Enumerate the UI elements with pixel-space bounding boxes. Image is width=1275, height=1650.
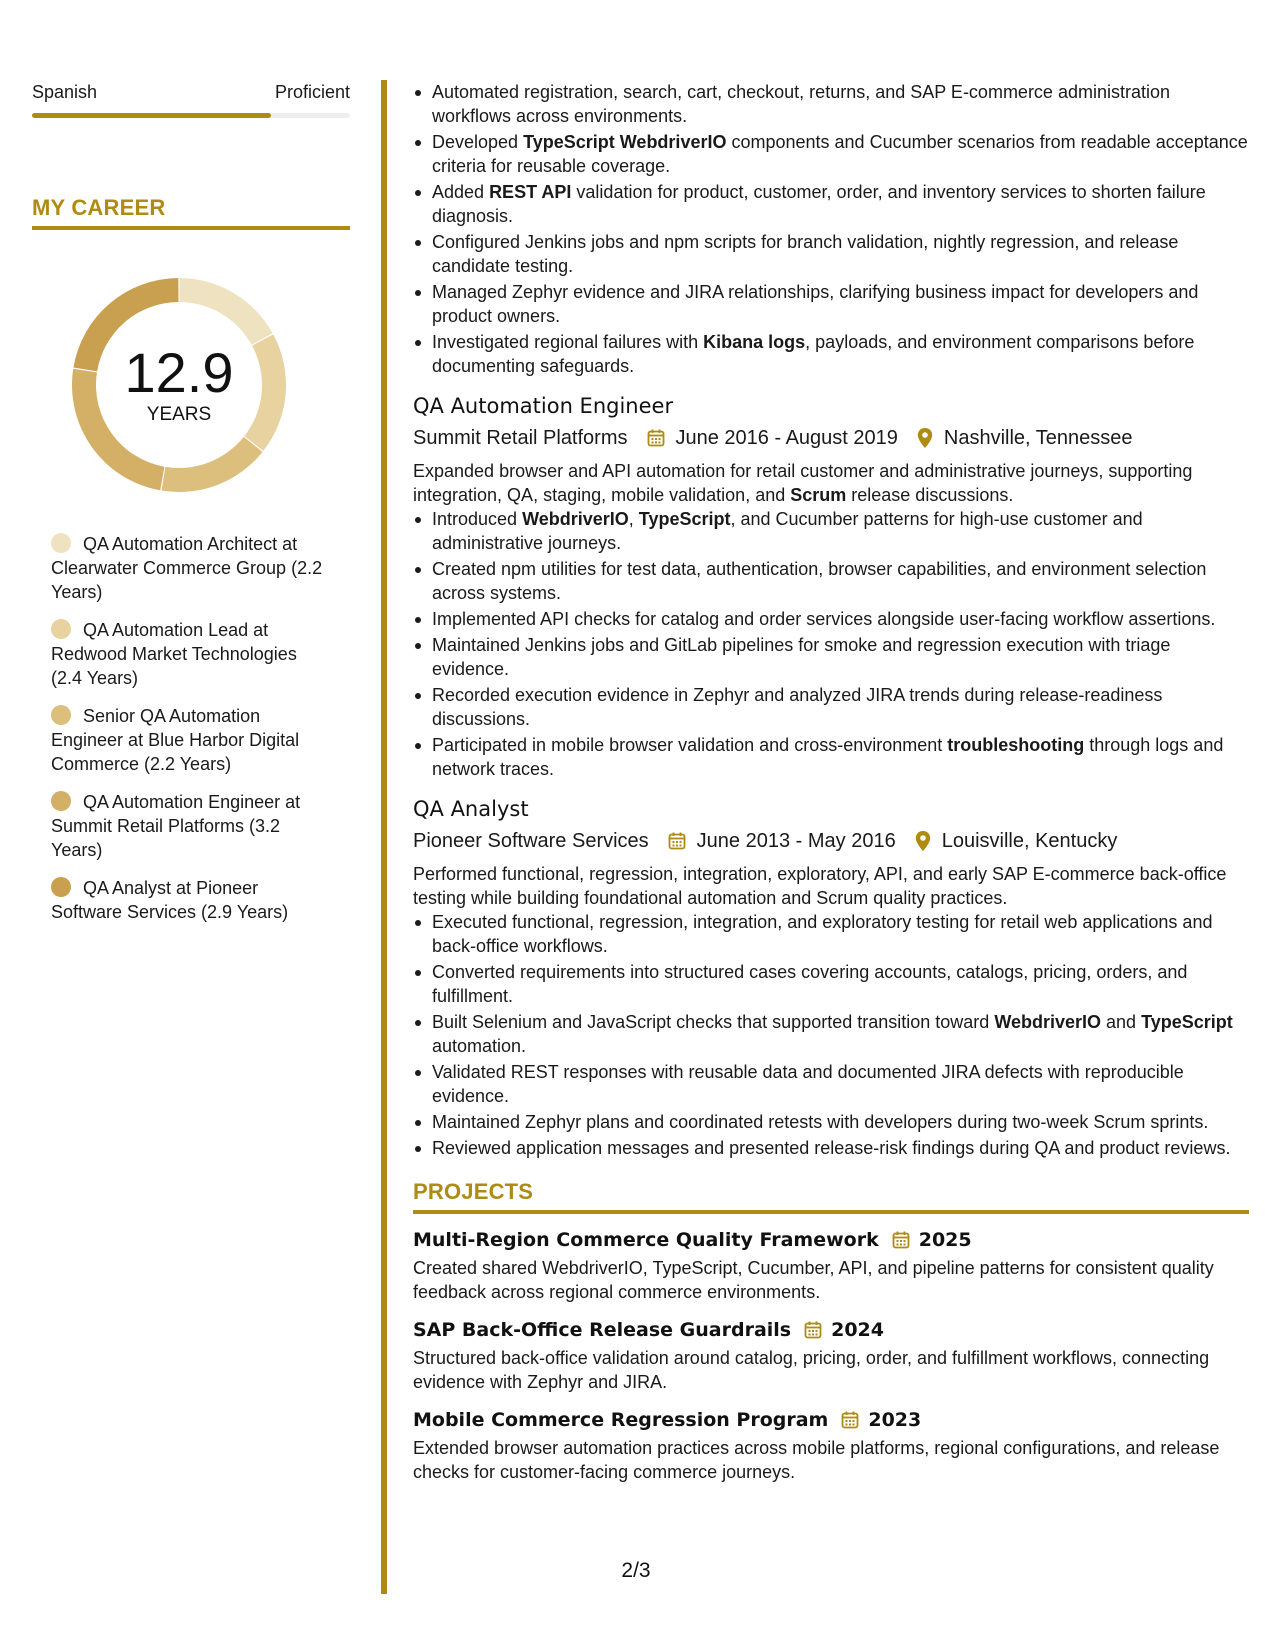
legend-label: QA Analyst at Pioneer Software Services (2.9 Years)	[51, 878, 289, 922]
legend-item	[51, 790, 331, 862]
project-year: 2024	[831, 1319, 884, 1341]
project-description: Created shared WebdriverIO, TypeScript, Cucumber, API, and pipeline patterns for consistent quality feedback across regional commerce environments.	[413, 1258, 1214, 1302]
project-description: Extended browser automation practices across mobile platforms, regional configurations, and release checks for customer-facing commerce journeys.	[413, 1438, 1220, 1482]
bullet-item: Created npm utilities for test data, authentication, browser capabilities, and environment selection across systems.	[413, 557, 1249, 605]
legend-dot	[51, 619, 71, 639]
legend-label: QA Automation Architect at Clearwater Commerce Group (2.2 Years)	[51, 534, 323, 602]
legend-label: QA Automation Lead at Redwood Market Technologies (2.4 Years)	[51, 620, 297, 688]
project-name: Mobile Commerce Regression Program	[413, 1409, 829, 1431]
previous-job-bullets	[413, 80, 1249, 378]
career-years-label: YEARS	[146, 404, 212, 425]
project-header	[413, 1406, 1249, 1434]
calendar-icon	[891, 1230, 911, 1250]
job-bullets	[413, 507, 1249, 781]
project-entry	[413, 1316, 1249, 1394]
right-column	[413, 80, 1249, 1484]
project-entry	[413, 1406, 1249, 1484]
bullet-item: Investigated regional failures with Kibana logs, payloads, and environment comparisons before documenting safeguards.	[413, 330, 1249, 378]
project-name: SAP Back-Office Release Guardrails	[413, 1319, 792, 1341]
projects-list	[413, 1226, 1249, 1484]
job-entry	[413, 392, 1249, 781]
job-entry	[413, 795, 1249, 1160]
calendar-icon	[646, 428, 666, 448]
location-pin-icon	[914, 830, 932, 852]
legend-item	[51, 876, 331, 924]
language-proficiency-bar	[32, 113, 350, 118]
project-description: Structured back-office validation around catalog, pricing, order, and fulfillment workflows, connecting evidence with Zephyr and JIRA.	[413, 1348, 1210, 1392]
calendar-icon	[667, 831, 687, 851]
bullet-item: Built Selenium and JavaScript checks that supported transition toward WebdriverIO and TypeScript automation.	[413, 1010, 1249, 1058]
bullet-item: Converted requirements into structured cases covering accounts, catalogs, pricing, orders, and fulfillment.	[413, 960, 1249, 1008]
job-meta	[413, 826, 1249, 856]
project-year: 2025	[918, 1229, 972, 1251]
career-section-title: MY CAREER	[32, 195, 166, 220]
career-legend	[32, 532, 350, 924]
bullet-item: Maintained Zephyr plans and coordinated retests with developers during two-week Scrum sprints.	[413, 1110, 1249, 1134]
career-total-years: 12.9	[124, 341, 234, 404]
bullet-item: Implemented API checks for catalog and order services alongside user-facing workflow assertions.	[413, 607, 1249, 631]
experience-list	[413, 392, 1249, 1160]
job-dates: June 2013 - May 2016	[696, 830, 896, 852]
job-company: Summit Retail Platforms	[413, 427, 628, 449]
projects-section-title: PROJECTS	[413, 1179, 534, 1204]
legend-item	[51, 618, 331, 690]
left-column	[32, 80, 350, 938]
job-bullets	[413, 910, 1249, 1160]
bullet-item: Added REST API validation for product, customer, order, and inventory services to shorten failure diagnosis.	[413, 180, 1249, 228]
bullet-item: Participated in mobile browser validation and cross-environment troubleshooting through logs and network traces.	[413, 733, 1249, 781]
column-divider	[381, 80, 387, 1594]
career-donut-chart	[66, 272, 292, 498]
job-location: Louisville, Kentucky	[941, 830, 1118, 852]
legend-dot	[51, 533, 71, 553]
calendar-icon	[803, 1320, 823, 1340]
legend-item	[51, 704, 331, 776]
legend-label: Senior QA Automation Engineer at Blue Harbor Digital Commerce (2.2 Years)	[51, 706, 300, 774]
language-level: Proficient	[274, 82, 350, 102]
job-title: QA Analyst	[413, 797, 529, 821]
project-year: 2023	[868, 1409, 922, 1431]
career-section-rule	[32, 226, 350, 230]
bullet-item: Introduced WebdriverIO, TypeScript, and Cucumber patterns for high-use customer and administrative journeys.	[413, 507, 1249, 555]
job-description: Performed functional, regression, integration, exploratory, API, and early SAP E-commerce back-office testing while building foundational automation and Scrum quality practices.	[413, 864, 1227, 908]
bullet-item: Executed functional, regression, integration, and exploratory testing for retail web applications and back-office workflows.	[413, 910, 1249, 958]
project-entry	[413, 1226, 1249, 1304]
legend-label: QA Automation Engineer at Summit Retail Platforms (3.2 Years)	[51, 792, 301, 860]
job-description: Expanded browser and API automation for retail customer and administrative journeys, supporting integration, QA, staging, mobile validation, and Scrum release discussions.	[413, 461, 1193, 505]
language-name: Spanish	[32, 82, 98, 102]
job-title: QA Automation Engineer	[413, 394, 674, 418]
job-company: Pioneer Software Services	[413, 830, 649, 852]
language-proficiency-fill	[32, 113, 271, 118]
bullet-item: Managed Zephyr evidence and JIRA relationships, clarifying business impact for developers and product owners.	[413, 280, 1249, 328]
page-number: 2/3	[621, 1559, 651, 1582]
bullet-item: Configured Jenkins jobs and npm scripts for branch validation, nightly regression, and release candidate testing.	[413, 230, 1249, 278]
bullet-item: Developed TypeScript WebdriverIO components and Cucumber scenarios from readable acceptance criteria for reusable coverage.	[413, 130, 1249, 178]
bullet-item: Validated REST responses with reusable data and documented JIRA defects with reproducible evidence.	[413, 1060, 1249, 1108]
job-location: Nashville, Tennessee	[943, 427, 1133, 449]
projects-section-rule	[413, 1210, 1249, 1214]
bullet-item: Maintained Jenkins jobs and GitLab pipelines for smoke and regression execution with triage evidence.	[413, 633, 1249, 681]
project-name: Multi-Region Commerce Quality Framework	[413, 1229, 879, 1251]
bullet-item: Recorded execution evidence in Zephyr and analyzed JIRA trends during release-readiness discussions.	[413, 683, 1249, 731]
language-row	[32, 80, 350, 104]
project-header	[413, 1226, 1249, 1254]
legend-dot	[51, 877, 71, 897]
bullet-item: Automated registration, search, cart, checkout, returns, and SAP E-commerce administration workflows across environments.	[413, 80, 1249, 128]
bullet-item: Reviewed application messages and presented release-risk findings during QA and product reviews.	[413, 1136, 1249, 1160]
project-header	[413, 1316, 1249, 1344]
donut-center	[66, 272, 292, 498]
legend-dot	[51, 791, 71, 811]
legend-item	[51, 532, 331, 604]
job-meta	[413, 423, 1249, 453]
location-pin-icon	[916, 427, 934, 449]
job-dates: June 2016 - August 2019	[675, 427, 898, 449]
legend-dot	[51, 705, 71, 725]
calendar-icon	[840, 1410, 860, 1430]
